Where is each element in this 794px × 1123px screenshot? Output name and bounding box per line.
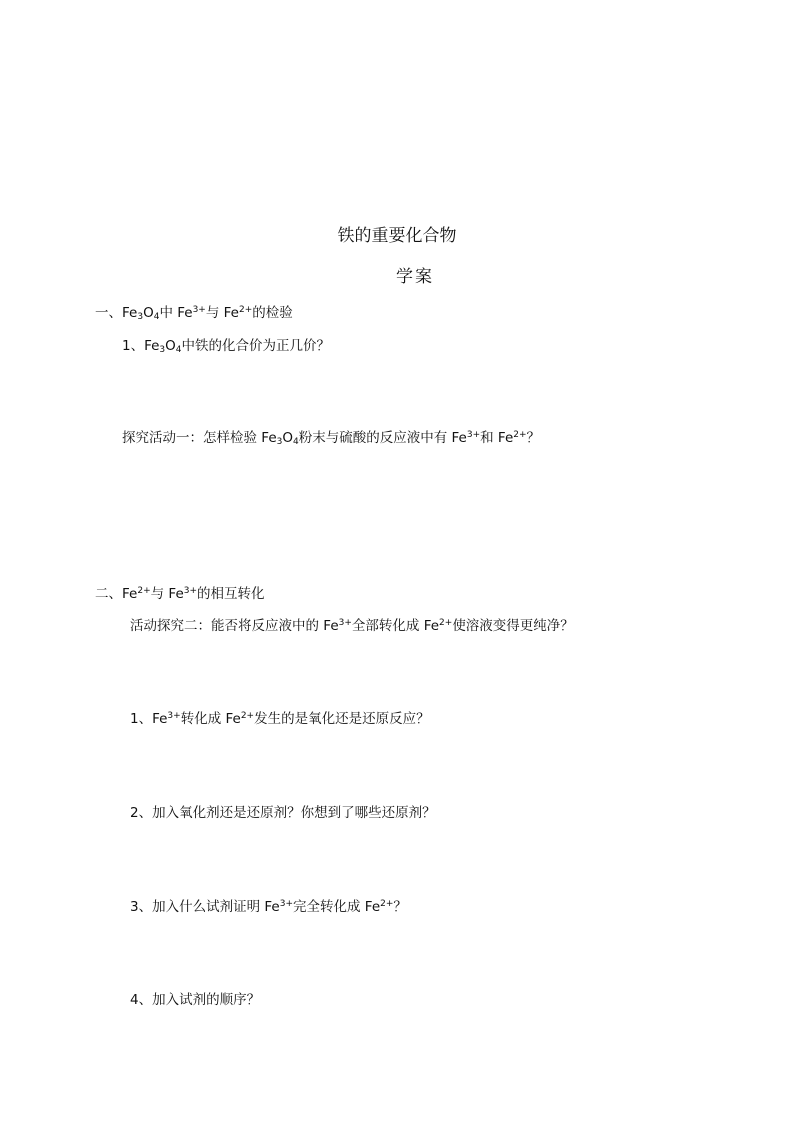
text-run: 1、Fe: [130, 711, 168, 727]
text-run: 的检验: [252, 305, 293, 321]
subscript: 3: [159, 345, 166, 355]
text-run: 活动探究二：能否将反应液中的 Fe: [130, 618, 339, 634]
text-run: 发生的是氧化还是还原反应？: [254, 711, 430, 727]
superscript: 2+: [439, 618, 453, 628]
superscript: 3+: [279, 899, 293, 909]
text-run: 中铁的化合价为正几价？: [181, 338, 331, 354]
subscript: 4: [175, 345, 182, 355]
text-run: 的相互转化: [197, 586, 265, 602]
text-run: 1、Fe: [122, 338, 160, 354]
text-run: 使溶液变得更纯净？: [452, 618, 574, 634]
section-1-question-1: [122, 336, 330, 356]
superscript: 2+: [240, 711, 255, 721]
superscript: 2+: [238, 305, 253, 315]
text-run: 与 Fe: [150, 586, 184, 602]
document-title: 铁的重要化合物: [337, 226, 457, 246]
exploration-activity-2: [130, 616, 574, 636]
text-run: 二、Fe: [95, 586, 138, 602]
text-run: O: [282, 430, 293, 446]
subscript: 4: [153, 312, 160, 322]
text-run: O: [143, 305, 154, 321]
text-run: 一、Fe: [95, 305, 138, 321]
text-run: 中 Fe: [159, 305, 193, 321]
exploration-activity-1: [122, 428, 540, 448]
subscript: 3: [137, 312, 144, 322]
superscript: 3+: [192, 305, 206, 315]
section-2-question-3: [130, 897, 407, 917]
text-run: 粉末与硫酸的反应液中有 Fe: [298, 430, 467, 446]
section-1-heading: [95, 303, 293, 323]
superscript: 3+: [167, 711, 181, 721]
superscript: 2+: [513, 430, 527, 440]
section-2-question-4: [130, 990, 260, 1010]
text-run: 与 Fe: [205, 305, 239, 321]
section-2-heading: [95, 584, 265, 604]
superscript: 3+: [338, 618, 352, 628]
text-run: ？: [393, 899, 407, 915]
text-run: 2、加入氧化剂还是还原剂？你想到了哪些还原剂？: [130, 805, 436, 821]
text-run: 探究活动一：怎样检验 Fe: [122, 430, 277, 446]
document-subtitle: 学案: [396, 267, 434, 287]
text-run: 全部转化成 Fe: [351, 618, 440, 634]
superscript: 3+: [183, 586, 198, 596]
superscript: 2+: [380, 899, 394, 909]
text-run: 4、加入试剂的顺序？: [130, 992, 261, 1008]
text-run: 和 Fe: [480, 430, 514, 446]
text-run: 完全转化成 Fe: [293, 899, 381, 915]
section-2-question-2: [130, 803, 436, 823]
subscript: 3: [276, 437, 283, 447]
superscript: 2+: [137, 586, 151, 596]
text-run: 3、加入什么试剂证明 Fe: [130, 899, 280, 915]
section-2-question-1: [130, 709, 430, 729]
text-run: 转化成 Fe: [180, 711, 241, 727]
text-run: ？: [526, 430, 541, 446]
text-run: O: [165, 338, 176, 354]
subscript: 4: [293, 437, 299, 447]
superscript: 3+: [466, 430, 481, 440]
